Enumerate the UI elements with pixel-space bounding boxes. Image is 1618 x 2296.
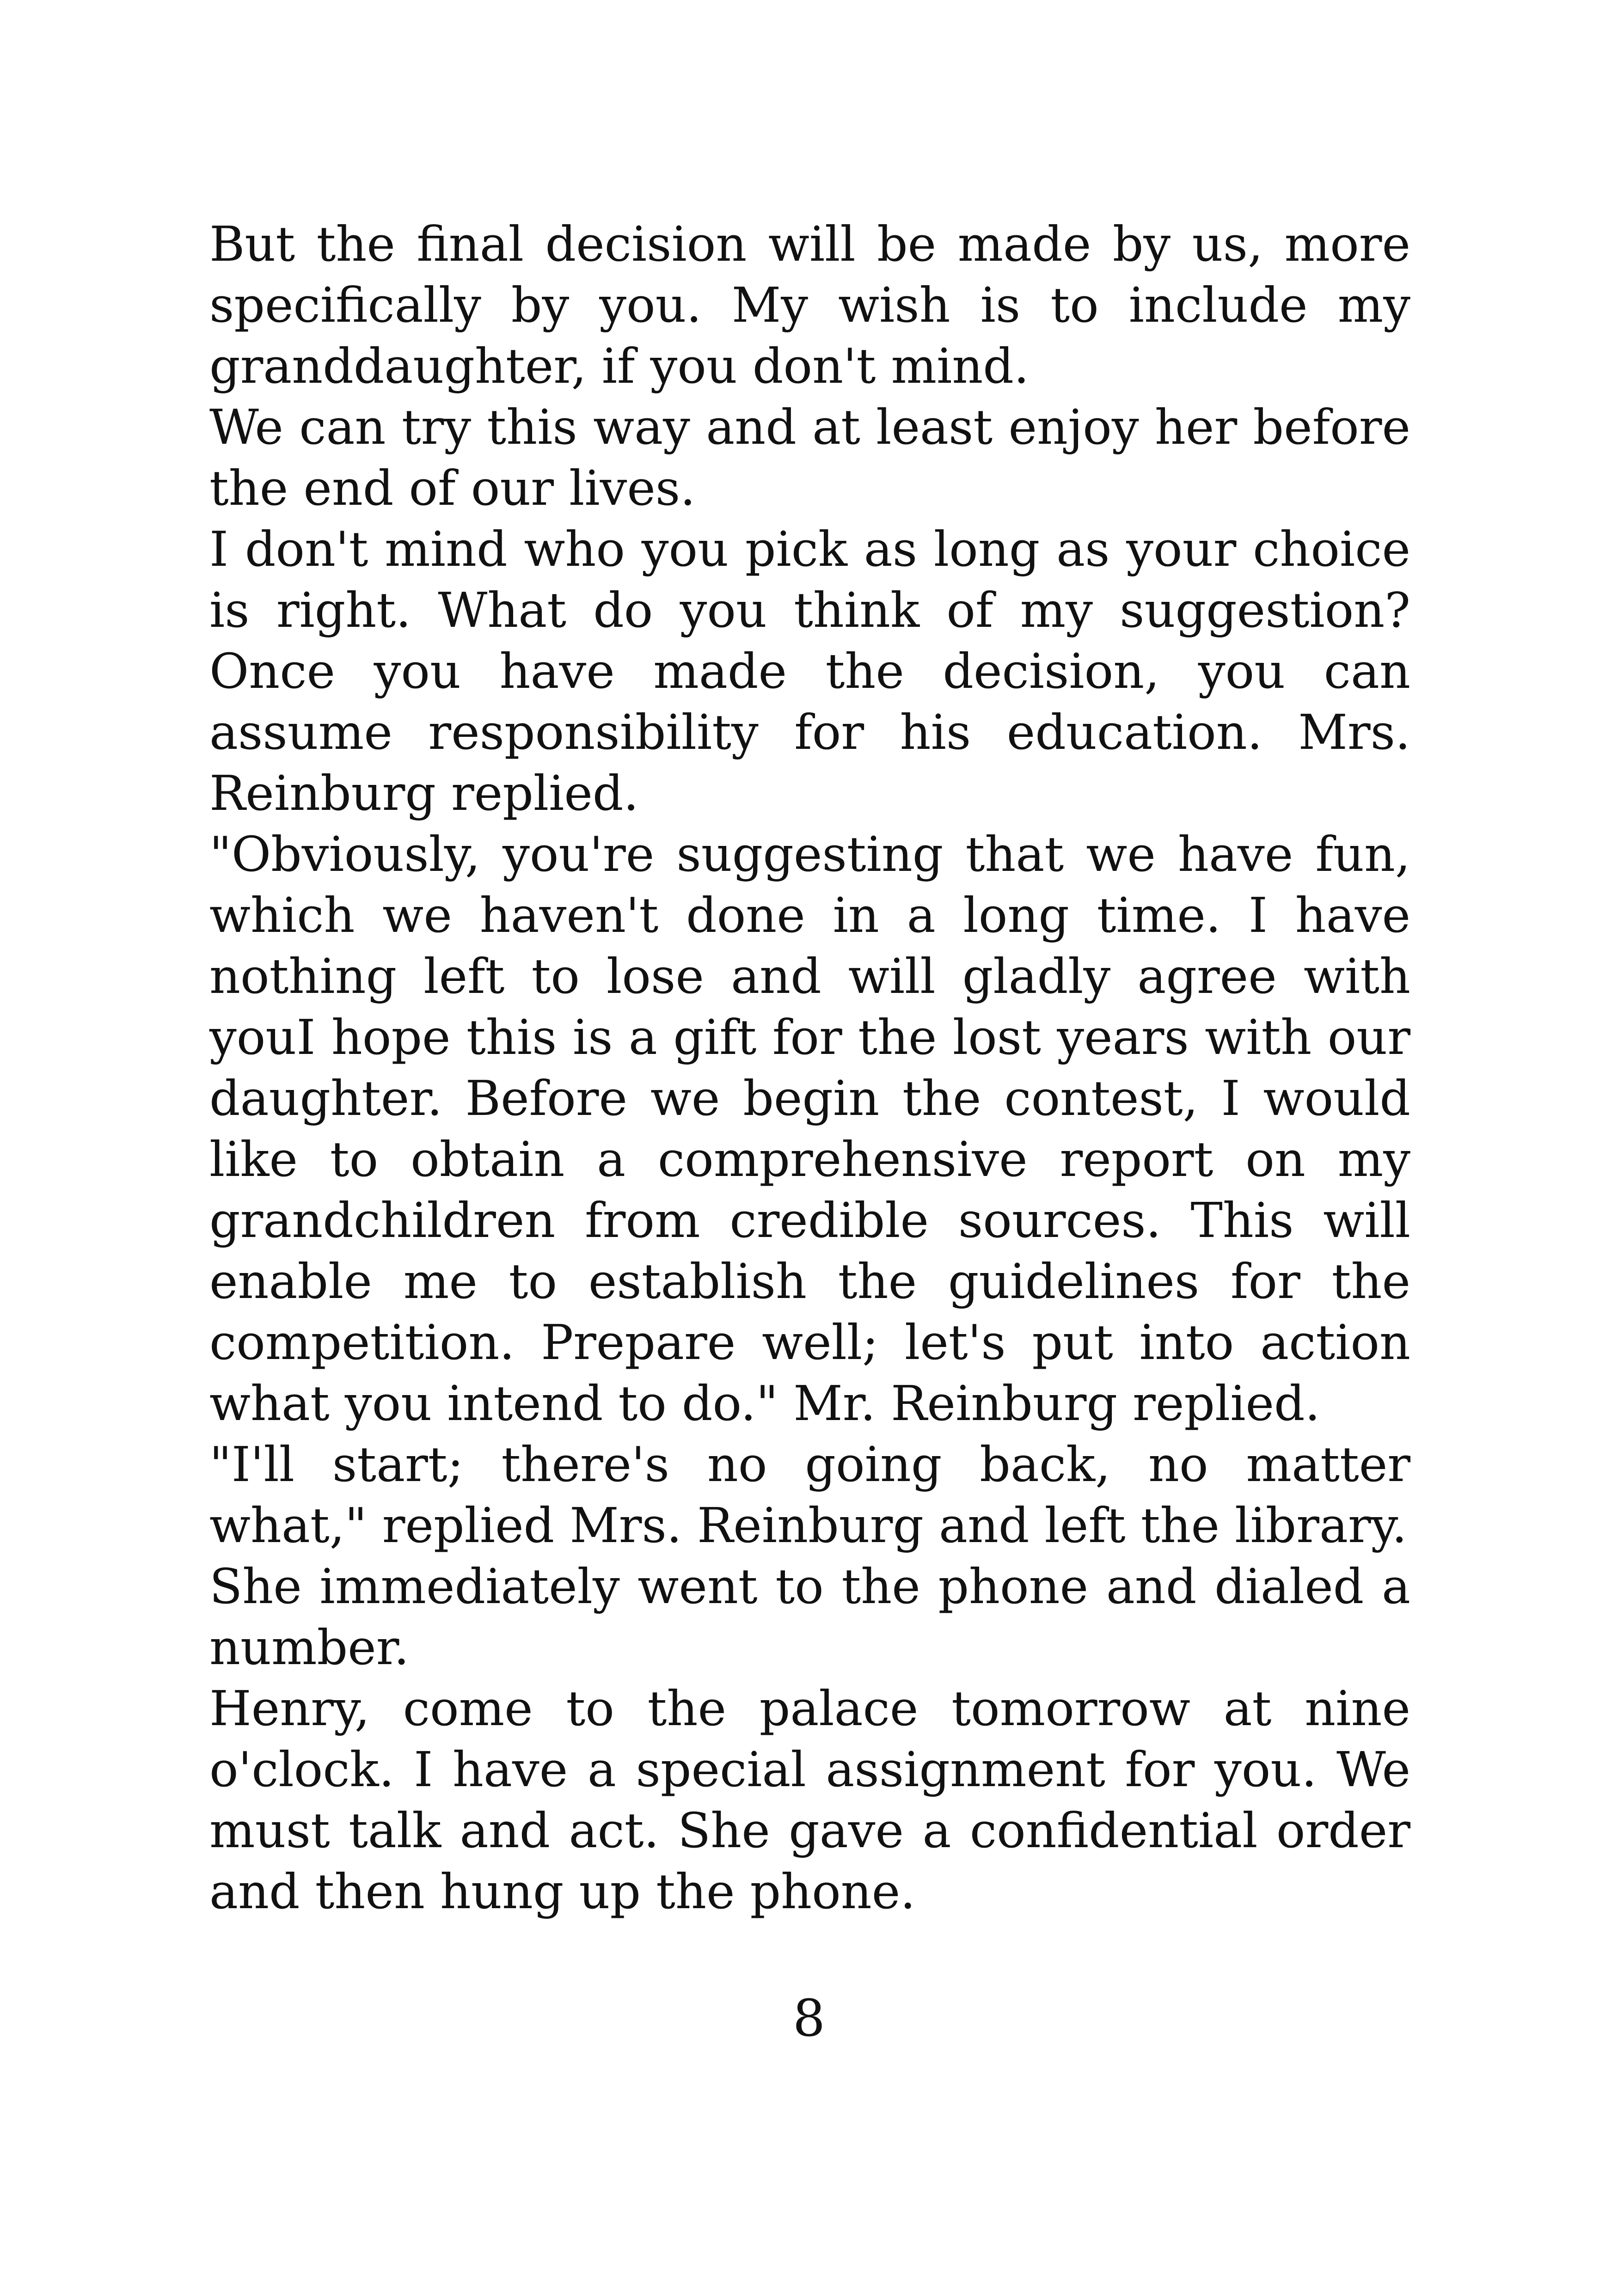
paragraph: "I'll start; there's no going back, no matter what," replied Mrs. Reinburg and left the library. — [209, 1436, 1410, 1554]
paragraph: I don't mind who you pick as long as your choice is right. What do you think of my suggestion? Once you have made the decision, you can assume responsibility for his education. Mrs. Reinburg replied. — [209, 521, 1410, 821]
body-text — [209, 214, 1410, 1922]
paragraph: She immediately went to the phone and dialed a number. — [209, 1558, 1410, 1676]
paragraph: "Obviously, you're suggesting that we have fun, which we haven't done in a long time. I have nothing left to lose and will gladly agree with youI hope this is a gift for the lost years with our daughter. Before we begin the contest, I would like to obtain a comprehensive report on my grandchildren from credible sources. This will enable me to establish the guidelines for the competition. Prepare well; let's put into action what you intend to do." Mr. Reinburg replied. — [209, 826, 1410, 1432]
paragraph: We can try this way and at least enjoy her before the end of our lives. — [209, 399, 1410, 516]
page-number: 8 — [793, 1989, 825, 2048]
paragraph: But the final decision will be made by us, more specifically by you. My wish is to include my granddaughter, if you don't mind. — [209, 216, 1410, 394]
paragraph: Henry, come to the palace tomorrow at nine o'clock. I have a special assignment for you. We must talk and act. She gave a confidential order and then hung up the phone. — [209, 1680, 1410, 1920]
